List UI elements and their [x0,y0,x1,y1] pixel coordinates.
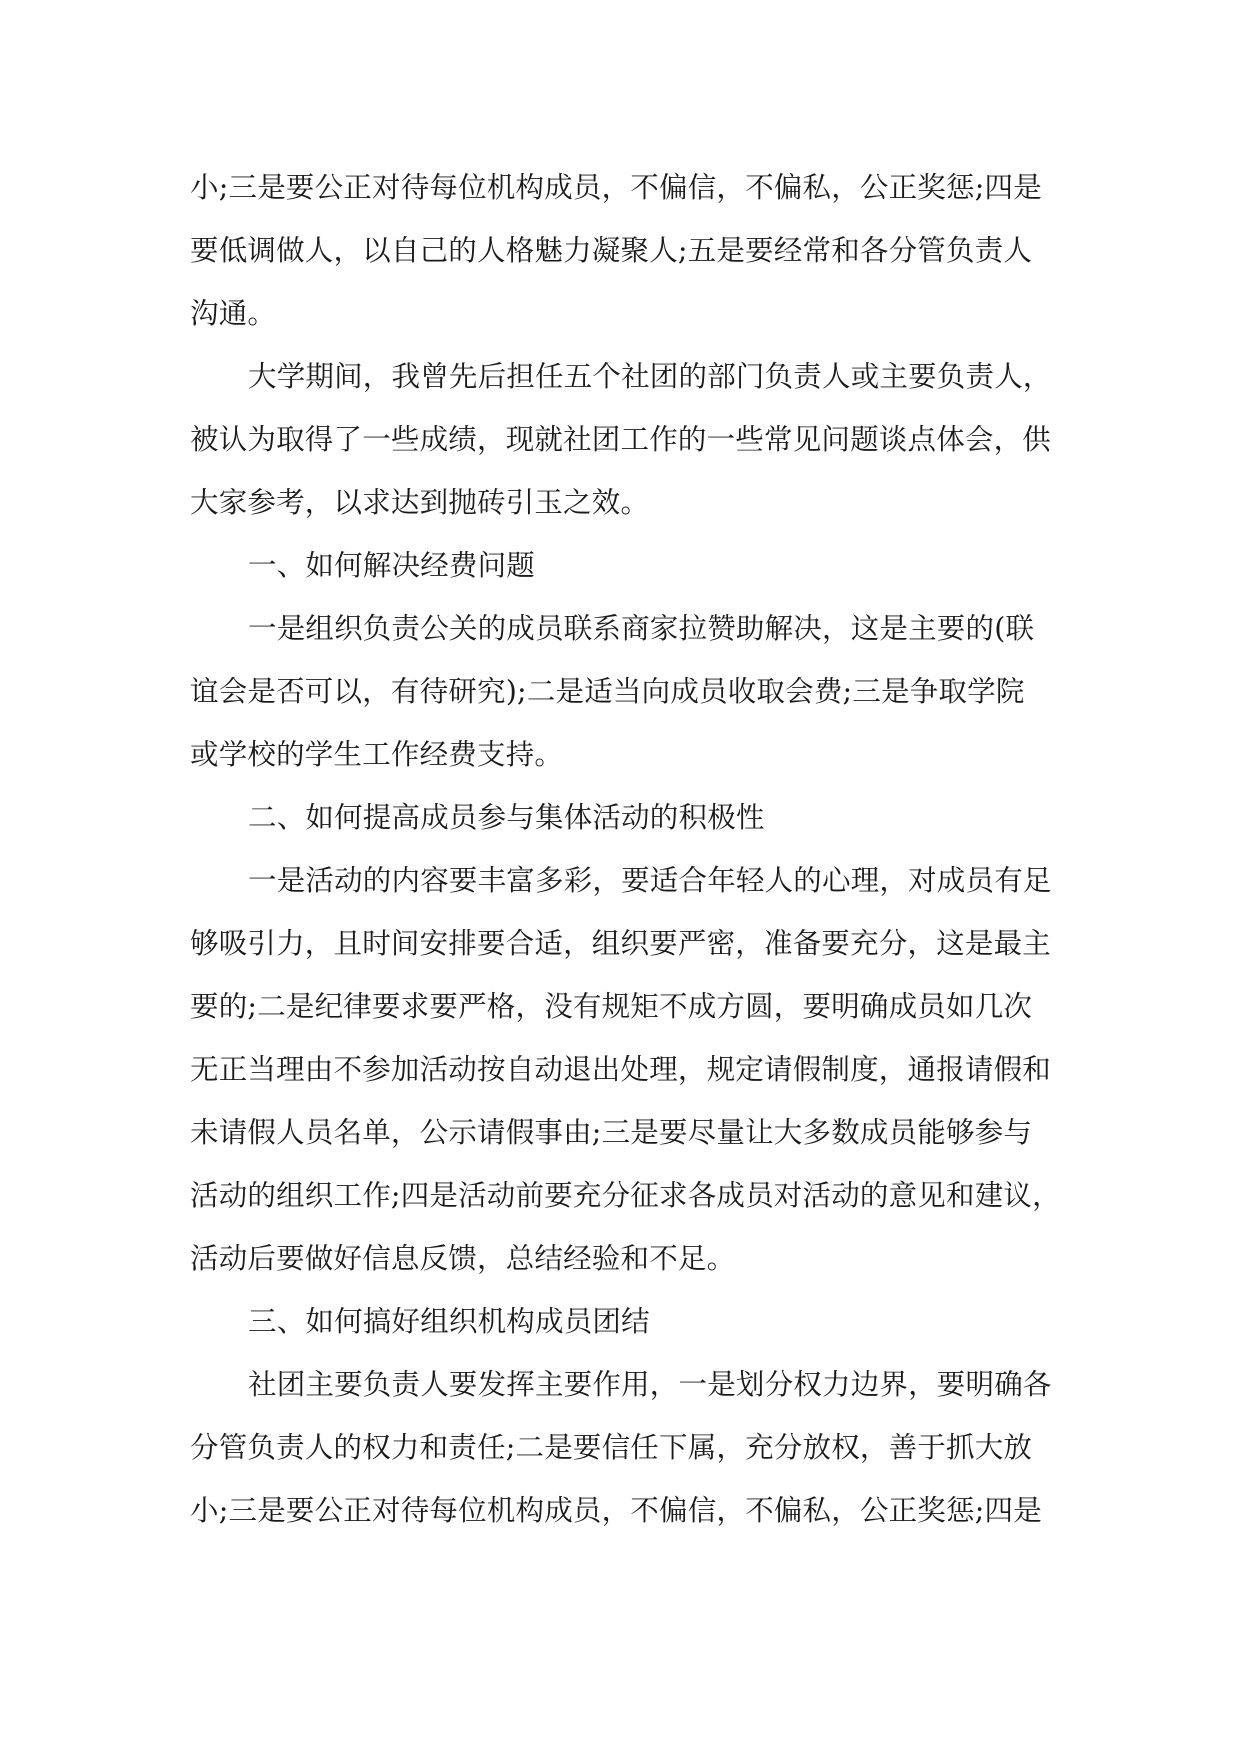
text-line: 活动后要做好信息反馈，总结经验和不足。 [190,1242,736,1275]
text-line: 要低调做人，以自己的人格魅力凝聚人;五是要经常和各分管负责人 [190,234,1033,267]
text-line: 要的;二是纪律要求要严格，没有规矩不成方圆，要明确成员如几次 [190,990,1033,1023]
text-line: 或学校的学生工作经费支持。 [190,738,564,771]
paragraph [190,156,1060,345]
text-line: 沟通。 [190,297,277,330]
text-line: 分管负责人的权力和责任;二是要信任下属，充分放权，善于抓大放 [190,1431,1033,1464]
text-line: 一是活动的内容要丰富多彩，要适合年轻人的心理，对成员有足 [248,864,1052,897]
paragraph [190,849,1060,1290]
text-line: 一、如何解决经费问题 [248,549,536,582]
text-line: 活动的组织工作;四是活动前要充分征求各成员对活动的意见和建议， [190,1179,1061,1212]
document-body [190,156,1060,1542]
text-line: 二、如何提高成员参与集体活动的积极性 [248,801,765,834]
paragraph [190,597,1060,786]
paragraph [190,1353,1060,1542]
text-line: 小;三是要公正对待每位机构成员，不偏信，不偏私，公正奖惩;四是 [190,1494,1042,1527]
paragraph [190,1290,1060,1353]
paragraph [190,786,1060,849]
text-line: 大家参考，以求达到抛砖引玉之效。 [190,486,650,519]
text-line: 被认为取得了一些成绩，现就社团工作的一些常见问题谈点体会，供 [190,423,1052,456]
text-line: 未请假人员名单，公示请假事由;三是要尽量让大多数成员能够参与 [190,1116,1033,1149]
text-line: 小;三是要公正对待每位机构成员，不偏信，不偏私，公正奖惩;四是 [190,171,1042,204]
paragraph [190,345,1060,534]
text-line: 谊会是否可以，有待研究);二是适当向成员收取会费;三是争取学院 [190,675,1025,708]
text-line: 无正当理由不参加活动按自动退出处理，规定请假制度，通报请假和 [190,1053,1052,1086]
text-line: 一是组织负责公关的成员联系商家拉赞助解决，这是主要的(联 [248,612,1035,645]
text-line: 够吸引力，且时间安排要合适，组织要严密，准备要充分，这是最主 [190,927,1052,960]
paragraph [190,534,1060,597]
text-line: 三、如何搞好组织机构成员团结 [248,1305,650,1338]
text-line: 大学期间，我曾先后担任五个社团的部门负责人或主要负责人， [248,360,1052,393]
text-line: 社团主要负责人要发挥主要作用，一是划分权力边界，要明确各 [248,1368,1052,1401]
